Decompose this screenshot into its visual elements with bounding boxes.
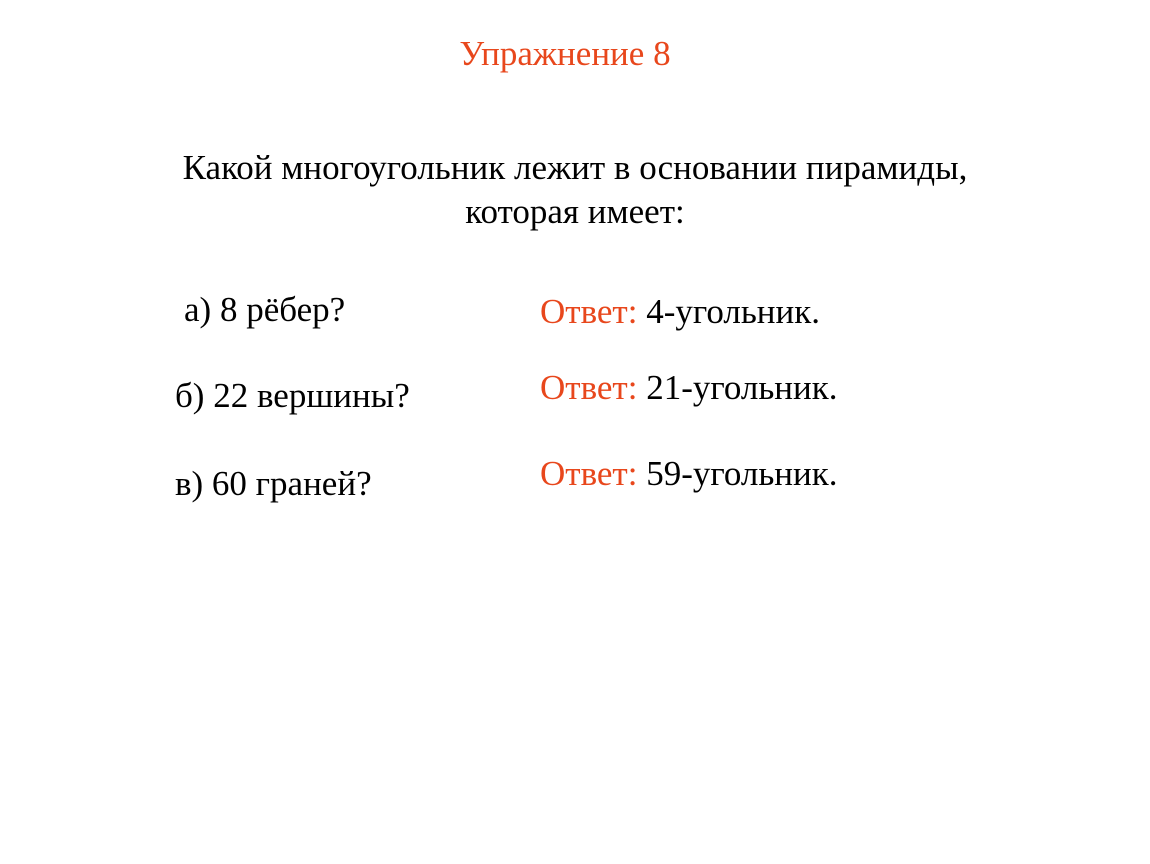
question-line-2: которая имеет: <box>465 192 685 231</box>
answer-a <box>540 292 820 332</box>
question-c: в) 60 граней? <box>175 464 372 503</box>
answer-c-value: 59-угольник. <box>637 454 838 493</box>
question-line-1: Какой многоугольник лежит в основании пирамиды, <box>182 148 968 187</box>
answer-c-label: Ответ: <box>540 454 638 493</box>
question-text <box>0 146 1150 234</box>
answer-a-label: Ответ: <box>540 292 638 331</box>
slide-title: Упражнение 8 <box>459 34 671 73</box>
answer-b-value: 21-угольник. <box>637 368 838 407</box>
answer-c <box>540 454 838 494</box>
question-b: б) 22 вершины? <box>175 376 410 415</box>
answer-a-value: 4-угольник. <box>637 292 821 331</box>
answer-b <box>540 368 838 408</box>
answer-b-label: Ответ: <box>540 368 638 407</box>
question-a: а) 8 рёбер? <box>184 290 346 329</box>
